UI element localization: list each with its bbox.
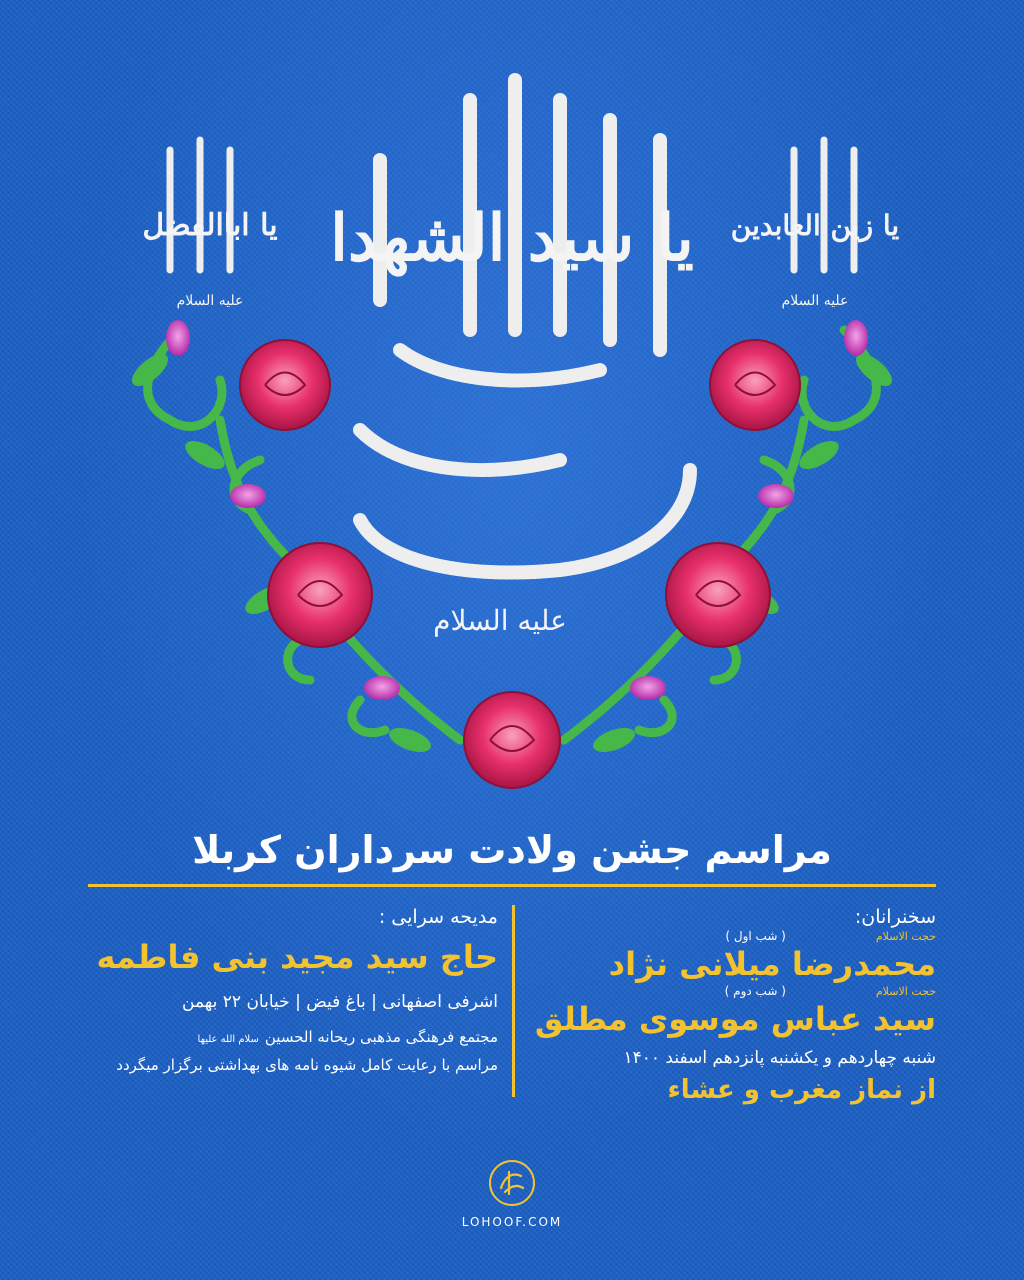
venue-blessing: سلام الله علیها: [197, 1034, 259, 1045]
venue-line: [88, 1023, 498, 1051]
left-calligraphy: یا اباالفضل: [142, 208, 278, 243]
speaker-2-night: ( شب دوم ): [724, 984, 786, 998]
speakers-label: سخنرانان:: [854, 906, 936, 928]
speaker-2-name: سید عباس موسوی مطلق: [534, 1000, 936, 1038]
eulogy-label: مدیحه سرایی :: [378, 906, 498, 928]
speakers-section: [520, 905, 936, 1107]
health-note: مراسم با رعایت کامل شیوه نامه های بهداشتی برگزار میگردد: [116, 1056, 498, 1074]
roses: [240, 340, 800, 788]
event-dates: شنبه چهاردهم و یکشنبه پانزدهم اسفند ۱۴۰۰: [623, 1048, 936, 1068]
speaker-2-meta: [520, 984, 936, 999]
brand-site: LOHOOF.COM: [461, 1215, 563, 1229]
main-blessing: علیه السلام: [433, 604, 567, 637]
speaker-1-night: ( شب اول ): [725, 929, 786, 943]
eulogy-name: حاج سید مجید بنی فاطمه: [96, 938, 498, 976]
divider-vertical: [512, 905, 515, 1097]
right-calligraphy: یا زین العابدین: [730, 209, 900, 242]
right-blessing: علیه السلام: [781, 293, 849, 309]
eulogy-section: [88, 905, 498, 1079]
speaker-1-name: محمدرضا میلانی نژاد: [608, 945, 936, 983]
venue-address: اشرفی اصفهانی | باغ فیض | خیابان ۲۲ بهمن: [182, 992, 498, 1012]
main-calligraphy-strokes: [360, 80, 690, 573]
left-blessing: علیه السلام: [176, 293, 244, 309]
divider-horizontal: [88, 884, 936, 887]
venue-name: مجتمع فرهنگی مذهبی ریحانه الحسین: [264, 1028, 498, 1046]
event-time: از نماز مغرب و عشاء: [667, 1075, 936, 1105]
main-calligraphy: یا سید الشهدا: [330, 201, 694, 276]
lohoof-logo: [487, 1158, 537, 1208]
speaker-1-meta: [520, 929, 936, 944]
speaker-1-honorific: حجت الاسلام: [875, 930, 936, 943]
speaker-2-honorific: حجت الاسلام: [875, 985, 936, 998]
event-title: مراسم جشن ولادت سرداران کربلا: [192, 828, 832, 872]
